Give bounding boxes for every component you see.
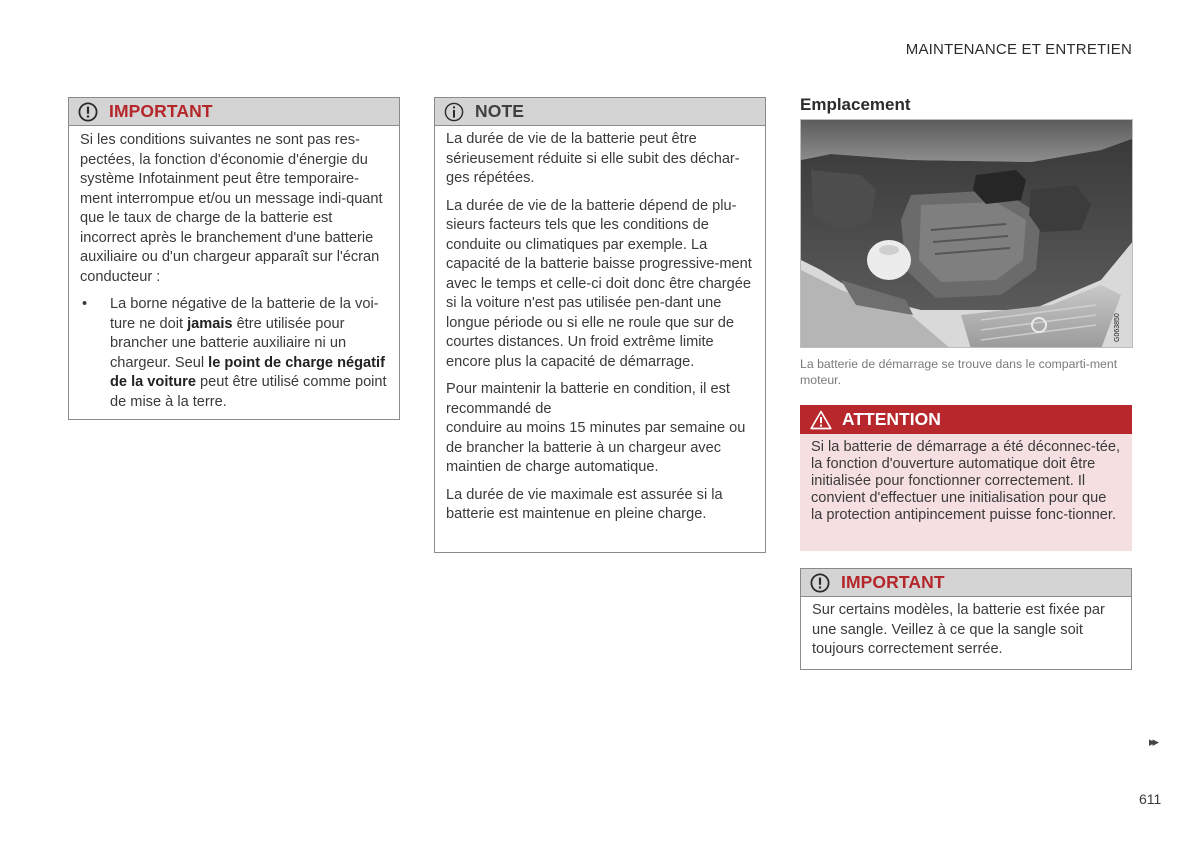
important-box-2-header — [801, 569, 1131, 597]
note-paragraph-2: La durée de vie de la batterie dépend de plu-sieurs facteurs tels que les conditions de conduite ou climatiques par exemple. La capacité de la batterie baisse progressive-ment avec le temps et celle-ci doit donc être chargée si la voiture n'est pas utilisée pen-dant une longue période ou si elle ne roule que sur de courtes distances. Un froid extrême limite encore plus la capacité de démarrage. — [446, 197, 752, 370]
important-2-text: Sur certains modèles, la batterie est fixée par une sangle. Veillez à ce que la sangle soit toujours correctement serrée. — [812, 602, 1105, 657]
chapter-title: MAINTENANCE ET ENTRETIEN — [905, 41, 1132, 58]
important-title: IMPORTANT — [109, 101, 213, 121]
note-paragraph-3: Pour maintenir la batterie en condition, il est recommandé de conduire au moins 15 minutes par semaine ou de brancher la batterie à un chargeur avec maintien de charge automatique. — [446, 381, 746, 475]
info-circle-icon — [444, 102, 464, 122]
important-box-1 — [68, 97, 400, 420]
note-box-header — [435, 98, 765, 126]
important-box-1-header — [69, 98, 399, 126]
bullet-text: La borne négative de la batterie de la voi-ture ne doit jamais être utilisée pour brancher une batterie auxiliaire ni un chargeur. Seul le point de charge négatif de la voiture peut être utilisé comme point de mise à la terre. — [110, 296, 387, 410]
next-page-arrows-icon[interactable]: ▸▸ — [1149, 734, 1157, 749]
page-number: 611 — [1139, 791, 1162, 807]
note-title: NOTE — [475, 101, 525, 121]
exclamation-circle-icon — [78, 102, 98, 122]
image-caption: La batterie de démarrage se trouve dans le comparti-ment moteur. — [800, 357, 1118, 387]
attention-box-header — [800, 405, 1132, 434]
note-paragraph-1: La durée de vie de la batterie peut être sérieusement réduite si elle subit des déchar-ges répétées. — [446, 131, 740, 186]
exclamation-circle-icon — [810, 573, 830, 593]
important-intro-text: Si les conditions suivantes ne sont pas res-pectées, la fonction d'économie d'énergie du système Infotainment peut être temporaire-ment interrompue et/ou un message indi-quant que le taux de charge de la batterie est incorrect après le branchement d'une batterie auxiliaire ou d'un chargeur apparaît sur l'écran conducteur : — [80, 132, 383, 285]
important-box-2 — [800, 568, 1132, 670]
section-heading: Emplacement — [800, 95, 911, 114]
attention-text: Si la batterie de démarrage a été déconnec-tée, la fonction d'ouverture automatique doit être initialisée pour fonctionner correctement. Il convient d'effectuer une initialisation pour que la protection antipincement puisse fonc-tionner. — [811, 439, 1121, 523]
attention-box — [800, 405, 1132, 551]
note-box — [434, 97, 766, 553]
bullet-marker: • — [82, 296, 88, 312]
list-item — [80, 295, 388, 412]
warning-triangle-icon — [810, 410, 832, 430]
important-title: IMPORTANT — [841, 572, 945, 592]
image-code-label: G063850 — [1114, 313, 1121, 342]
note-paragraph-4: La durée de vie maximale est assurée si la batterie est maintenue en pleine charge. — [446, 486, 723, 522]
attention-title: ATTENTION — [842, 409, 941, 429]
engine-compartment-image — [800, 119, 1133, 348]
engine-bay-illustration — [801, 120, 1133, 348]
